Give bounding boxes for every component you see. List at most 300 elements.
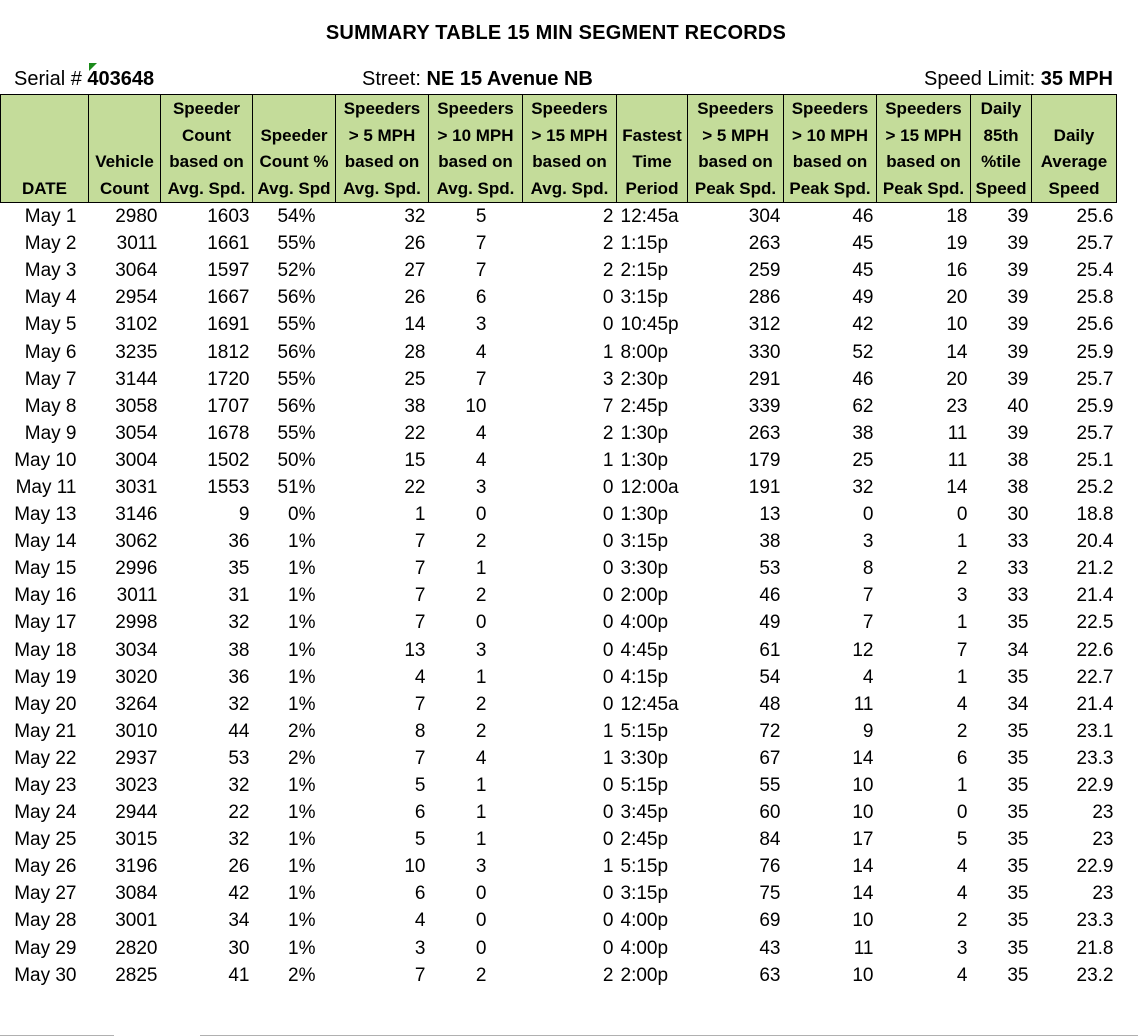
cell-speeders-10-avg[interactable]: 4 [475,747,487,769]
cell-vehicle-count[interactable]: 3146 [115,504,158,526]
cell-speeders-5-peak[interactable]: 13 [759,504,781,526]
cell-speeders-5-peak[interactable]: 191 [748,476,781,498]
cell-speeder-count-avg[interactable]: 32 [228,829,250,851]
cell-speeders-15-avg[interactable]: 2 [602,233,614,255]
cell-speeders-10-peak[interactable]: 45 [852,260,874,282]
cell-speeders-10-peak[interactable]: 10 [852,775,874,797]
cell-vehicle-count[interactable]: 2820 [115,937,158,959]
cell-fastest-time[interactable]: 3:15p [620,287,669,309]
cell-speeders-15-peak[interactable]: 1 [956,531,968,553]
cell-vehicle-count[interactable]: 2998 [115,612,158,634]
cell-fastest-time[interactable]: 10:45p [620,314,679,336]
cell-speeders-10-peak[interactable]: 3 [862,531,874,553]
cell-speeder-pct-avg[interactable]: 51% [277,476,316,498]
cell-daily-85th[interactable]: 39 [1007,341,1029,363]
cell-speeders-10-avg[interactable]: 7 [475,233,487,255]
cell-speeders-15-avg[interactable]: 0 [602,612,614,634]
cell-speeder-count-avg[interactable]: 1678 [207,422,250,444]
cell-fastest-time[interactable]: 2:30p [620,368,669,390]
cell-date[interactable]: May 23 [14,775,77,797]
cell-speeder-pct-avg[interactable]: 50% [277,449,316,471]
cell-vehicle-count[interactable]: 3031 [115,476,158,498]
cell-speeders-10-peak[interactable]: 14 [852,856,874,878]
cell-vehicle-count[interactable]: 3020 [115,666,158,688]
cell-speeders-5-avg[interactable]: 22 [404,476,426,498]
cell-speeders-10-avg[interactable]: 1 [475,558,487,580]
cell-speeders-15-avg[interactable]: 1 [602,449,614,471]
cell-vehicle-count[interactable]: 3023 [115,775,158,797]
cell-fastest-time[interactable]: 4:00p [620,937,669,959]
cell-date[interactable]: May 19 [14,666,77,688]
cell-date[interactable]: May 16 [14,585,77,607]
cell-speeders-5-avg[interactable]: 6 [414,883,426,905]
cell-date[interactable]: May 9 [24,422,77,444]
cell-fastest-time[interactable]: 4:45p [620,639,669,661]
cell-speeder-pct-avg[interactable]: 56% [277,341,316,363]
cell-speeder-count-avg[interactable]: 32 [228,775,250,797]
cell-daily-average[interactable]: 22.9 [1076,856,1114,878]
cell-speeder-pct-avg[interactable]: 1% [288,937,316,959]
cell-speeders-10-peak[interactable]: 7 [862,612,874,634]
column-header-date[interactable] [1,95,89,203]
cell-fastest-time[interactable]: 1:30p [620,449,669,471]
cell-speeders-15-avg[interactable]: 0 [602,883,614,905]
column-header-speeders-15-avg[interactable] [523,95,617,203]
cell-fastest-time[interactable]: 5:15p [620,856,669,878]
cell-fastest-time[interactable]: 3:15p [620,883,669,905]
cell-speeders-15-peak[interactable]: 19 [946,233,968,255]
cell-speeders-15-peak[interactable]: 3 [956,937,968,959]
cell-speeders-5-peak[interactable]: 43 [759,937,781,959]
cell-speeders-10-avg[interactable]: 0 [475,612,487,634]
cell-date[interactable]: May 18 [14,639,77,661]
cell-speeders-10-avg[interactable]: 1 [475,802,487,824]
cell-date[interactable]: May 13 [14,504,77,526]
cell-speeders-5-peak[interactable]: 179 [748,449,781,471]
cell-speeders-15-avg[interactable]: 0 [602,937,614,959]
cell-speeders-15-peak[interactable]: 11 [947,422,968,444]
cell-vehicle-count[interactable]: 2944 [115,802,158,824]
cell-speeder-count-avg[interactable]: 42 [228,883,250,905]
cell-speeders-10-peak[interactable]: 11 [853,693,874,715]
cell-speeder-count-avg[interactable]: 36 [228,531,250,553]
cell-speeders-5-avg[interactable]: 7 [414,612,426,634]
cell-date[interactable]: May 4 [24,287,77,309]
cell-speeders-5-peak[interactable]: 263 [748,422,781,444]
cell-speeders-5-peak[interactable]: 46 [759,585,781,607]
cell-speeders-15-avg[interactable]: 1 [602,747,614,769]
cell-speeders-5-peak[interactable]: 330 [748,341,781,363]
cell-speeders-5-avg[interactable]: 1 [414,504,426,526]
cell-speeder-count-avg[interactable]: 9 [238,504,250,526]
cell-speeder-count-avg[interactable]: 22 [228,802,250,824]
cell-date[interactable]: May 25 [14,829,77,851]
cell-daily-average[interactable]: 22.5 [1076,612,1114,634]
cell-daily-average[interactable]: 20.4 [1076,531,1114,553]
cell-daily-average[interactable]: 23.2 [1076,964,1114,986]
cell-speeders-5-avg[interactable]: 6 [414,802,426,824]
cell-speeders-15-peak[interactable]: 6 [956,747,968,769]
cell-vehicle-count[interactable]: 2980 [115,206,158,228]
cell-speeder-pct-avg[interactable]: 56% [277,395,316,417]
cell-vehicle-count[interactable]: 3084 [115,883,158,905]
cell-daily-average[interactable]: 25.7 [1076,368,1114,390]
cell-speeders-15-avg[interactable]: 0 [602,287,614,309]
cell-date[interactable]: May 11 [15,476,77,498]
cell-speeder-count-avg[interactable]: 26 [228,856,250,878]
cell-daily-average[interactable]: 23.3 [1076,747,1114,769]
cell-speeders-10-peak[interactable]: 8 [862,558,874,580]
cell-vehicle-count[interactable]: 3034 [115,639,158,661]
cell-speeders-5-avg[interactable]: 22 [404,422,426,444]
cell-vehicle-count[interactable]: 3102 [115,314,158,336]
cell-speeders-5-avg[interactable]: 7 [414,585,426,607]
cell-daily-85th[interactable]: 39 [1007,233,1029,255]
cell-speeders-5-peak[interactable]: 291 [748,368,781,390]
cell-speeders-10-avg[interactable]: 0 [475,937,487,959]
cell-speeders-15-avg[interactable]: 2 [602,422,614,444]
cell-speeders-5-avg[interactable]: 10 [404,856,426,878]
cell-speeders-15-avg[interactable]: 0 [602,666,614,688]
cell-speeders-5-avg[interactable]: 8 [414,720,426,742]
column-header-speeders-10-avg[interactable] [429,95,523,203]
cell-speeder-count-avg[interactable]: 34 [228,910,250,932]
cell-speeders-10-peak[interactable]: 38 [852,422,874,444]
cell-speeders-10-avg[interactable]: 1 [475,829,487,851]
cell-fastest-time[interactable]: 3:30p [620,558,669,580]
cell-speeders-15-peak[interactable]: 5 [956,829,968,851]
cell-speeders-15-peak[interactable]: 1 [956,612,968,634]
cell-speeders-5-peak[interactable]: 84 [759,829,781,851]
cell-fastest-time[interactable]: 4:00p [620,910,669,932]
cell-speeders-5-avg[interactable]: 28 [404,341,426,363]
cell-vehicle-count[interactable]: 3058 [115,395,158,417]
cell-speeders-10-peak[interactable]: 32 [852,476,874,498]
cell-daily-average[interactable]: 25.7 [1076,422,1114,444]
cell-vehicle-count[interactable]: 3004 [115,449,158,471]
cell-speeder-count-avg[interactable]: 32 [228,612,250,634]
serial-value[interactable]: 403648 [87,68,155,90]
cell-speeders-5-avg[interactable]: 13 [404,639,426,661]
cell-fastest-time[interactable]: 4:15p [620,666,669,688]
cell-speeders-5-peak[interactable]: 63 [759,964,781,986]
cell-speeders-5-avg[interactable]: 14 [404,314,426,336]
cell-speeders-15-avg[interactable]: 7 [602,395,614,417]
cell-date[interactable]: May 22 [14,747,77,769]
cell-speeders-15-peak[interactable]: 4 [956,883,968,905]
cell-speeders-10-avg[interactable]: 3 [475,314,487,336]
cell-vehicle-count[interactable]: 3196 [115,856,158,878]
cell-speeders-15-peak[interactable]: 3 [956,585,968,607]
cell-fastest-time[interactable]: 5:15p [620,720,669,742]
cell-speeders-10-avg[interactable]: 2 [475,964,487,986]
cell-speeders-15-peak[interactable]: 14 [946,341,968,363]
cell-speeder-count-avg[interactable]: 36 [228,666,250,688]
cell-date[interactable]: May 5 [24,314,77,336]
cell-speeders-10-peak[interactable]: 25 [852,449,874,471]
cell-speeders-15-peak[interactable]: 20 [946,368,968,390]
cell-speeders-15-avg[interactable]: 0 [602,910,614,932]
cell-speeders-10-avg[interactable]: 4 [475,449,487,471]
cell-fastest-time[interactable]: 2:00p [620,585,669,607]
cell-date[interactable]: May 17 [14,612,77,634]
cell-speeders-10-peak[interactable]: 45 [852,233,874,255]
cell-speeders-10-peak[interactable]: 42 [852,314,874,336]
cell-speeders-5-avg[interactable]: 7 [414,747,426,769]
cell-speeders-15-peak[interactable]: 2 [956,910,968,932]
cell-speeders-5-peak[interactable]: 259 [748,260,781,282]
cell-speeders-5-avg[interactable]: 27 [404,260,426,282]
cell-date[interactable]: May 29 [14,937,77,959]
cell-daily-average[interactable]: 25.1 [1076,449,1114,471]
cell-speeder-pct-avg[interactable]: 55% [277,422,316,444]
cell-speeders-5-peak[interactable]: 53 [759,558,781,580]
cell-speeders-10-avg[interactable]: 2 [475,531,487,553]
cell-daily-85th[interactable]: 40 [1007,395,1029,417]
cell-speeder-count-avg[interactable]: 1502 [207,449,250,471]
cell-speeders-10-avg[interactable]: 2 [475,693,487,715]
cell-speeder-pct-avg[interactable]: 0% [288,504,316,526]
cell-speeders-10-avg[interactable]: 4 [475,422,487,444]
cell-daily-average[interactable]: 23 [1092,829,1114,851]
cell-date[interactable]: May 30 [14,964,77,986]
cell-fastest-time[interactable]: 3:15p [620,531,669,553]
cell-speeders-15-avg[interactable]: 0 [602,775,614,797]
cell-speeders-10-avg[interactable]: 3 [475,639,487,661]
cell-speeders-10-peak[interactable]: 4 [862,666,874,688]
cell-speeder-pct-avg[interactable]: 1% [288,775,316,797]
cell-speeders-5-avg[interactable]: 5 [414,775,426,797]
cell-date[interactable]: May 14 [14,531,77,553]
cell-date[interactable]: May 3 [24,260,77,282]
cell-fastest-time[interactable]: 12:45a [620,693,679,715]
cell-daily-85th[interactable]: 35 [1007,666,1029,688]
cell-speeders-15-peak[interactable]: 1 [956,666,968,688]
cell-speeders-5-peak[interactable]: 304 [748,206,781,228]
cell-speeders-10-peak[interactable]: 52 [852,341,874,363]
cell-vehicle-count[interactable]: 3144 [115,368,158,390]
cell-speeders-5-avg[interactable]: 7 [414,693,426,715]
cell-speeder-pct-avg[interactable]: 1% [288,639,316,661]
cell-speeders-5-peak[interactable]: 61 [759,639,781,661]
cell-daily-85th[interactable]: 33 [1007,558,1029,580]
cell-speeders-5-avg[interactable]: 25 [404,368,426,390]
cell-daily-85th[interactable]: 35 [1007,747,1029,769]
cell-daily-average[interactable]: 21.4 [1076,585,1114,607]
cell-daily-85th[interactable]: 35 [1007,775,1029,797]
cell-speeders-10-peak[interactable]: 9 [862,720,874,742]
column-header-fastest-time[interactable] [617,95,688,203]
cell-daily-average[interactable]: 23 [1092,883,1114,905]
cell-speeder-pct-avg[interactable]: 1% [288,856,316,878]
cell-speeder-count-avg[interactable]: 53 [228,747,250,769]
cell-speeders-15-avg[interactable]: 2 [602,260,614,282]
cell-speeders-10-peak[interactable]: 10 [852,802,874,824]
cell-speeders-15-peak[interactable]: 14 [946,476,968,498]
cell-speeders-15-avg[interactable]: 0 [602,558,614,580]
cell-daily-85th[interactable]: 39 [1007,368,1029,390]
cell-speeders-5-avg[interactable]: 7 [414,558,426,580]
column-header-daily-average[interactable] [1032,95,1117,203]
cell-daily-85th[interactable]: 35 [1007,829,1029,851]
cell-speeders-15-peak[interactable]: 2 [956,720,968,742]
cell-speeder-pct-avg[interactable]: 1% [288,666,316,688]
cell-date[interactable]: May 24 [14,802,77,824]
cell-speeders-15-avg[interactable]: 1 [602,341,614,363]
cell-daily-average[interactable]: 21.4 [1076,693,1114,715]
cell-speeders-5-peak[interactable]: 55 [759,775,781,797]
cell-speeder-pct-avg[interactable]: 55% [277,314,316,336]
cell-speeder-count-avg[interactable]: 1691 [207,314,250,336]
cell-date[interactable]: May 8 [24,395,77,417]
speed-limit-value[interactable]: 35 MPH [1040,68,1113,90]
cell-date[interactable]: May 21 [14,720,77,742]
cell-vehicle-count[interactable]: 3011 [116,233,158,255]
cell-date[interactable]: May 15 [14,558,77,580]
cell-speeders-5-peak[interactable]: 263 [748,233,781,255]
cell-speeders-10-avg[interactable]: 4 [475,341,487,363]
cell-speeders-10-peak[interactable]: 10 [852,964,874,986]
cell-date[interactable]: May 20 [14,693,77,715]
cell-speeders-10-peak[interactable]: 46 [852,368,874,390]
cell-speeders-10-peak[interactable]: 14 [852,747,874,769]
cell-speeders-10-avg[interactable]: 1 [475,666,487,688]
cell-speeders-15-avg[interactable]: 0 [602,585,614,607]
cell-daily-average[interactable]: 23 [1092,802,1114,824]
cell-speeder-pct-avg[interactable]: 1% [288,585,316,607]
street-value[interactable]: NE 15 Avenue NB [426,68,593,90]
cell-speeders-5-peak[interactable]: 339 [748,395,781,417]
cell-speeders-10-avg[interactable]: 3 [475,856,487,878]
cell-speeder-count-avg[interactable]: 1661 [207,233,250,255]
cell-speeders-15-avg[interactable]: 0 [602,314,614,336]
cell-daily-85th[interactable]: 38 [1007,449,1029,471]
cell-speeders-15-peak[interactable]: 2 [956,558,968,580]
cell-speeder-pct-avg[interactable]: 55% [277,368,316,390]
cell-speeder-count-avg[interactable]: 1553 [207,476,250,498]
cell-speeder-pct-avg[interactable]: 2% [288,720,316,742]
cell-daily-85th[interactable]: 34 [1007,639,1029,661]
cell-speeders-10-peak[interactable]: 7 [862,585,874,607]
cell-speeders-10-peak[interactable]: 49 [852,287,874,309]
cell-daily-85th[interactable]: 39 [1007,287,1029,309]
cell-speeders-10-avg[interactable]: 2 [475,585,487,607]
cell-speeders-10-avg[interactable]: 1 [475,775,487,797]
cell-speeders-15-peak[interactable]: 16 [946,260,968,282]
cell-speeder-count-avg[interactable]: 31 [228,585,250,607]
cell-speeder-pct-avg[interactable]: 1% [288,883,316,905]
cell-date[interactable]: May 26 [14,856,77,878]
cell-speeder-count-avg[interactable]: 1707 [207,395,250,417]
cell-speeders-10-peak[interactable]: 46 [852,206,874,228]
column-header-speeders-10-peak[interactable] [784,95,877,203]
cell-speeders-5-peak[interactable]: 72 [759,720,781,742]
cell-speeders-10-avg[interactable]: 7 [475,260,487,282]
cell-speeders-15-avg[interactable]: 0 [602,829,614,851]
cell-daily-average[interactable]: 25.6 [1076,206,1114,228]
cell-daily-85th[interactable]: 35 [1007,720,1029,742]
cell-speeders-15-avg[interactable]: 2 [602,206,614,228]
cell-speeders-10-avg[interactable]: 0 [475,504,487,526]
cell-speeder-pct-avg[interactable]: 1% [288,612,316,634]
cell-daily-85th[interactable]: 33 [1007,531,1029,553]
cell-speeders-10-peak[interactable]: 10 [852,910,874,932]
cell-speeder-pct-avg[interactable]: 1% [288,693,316,715]
cell-speeder-count-avg[interactable]: 38 [228,639,250,661]
cell-speeders-15-peak[interactable]: 4 [956,964,968,986]
cell-daily-85th[interactable]: 39 [1007,206,1029,228]
column-header-vehicle-count[interactable] [89,95,161,203]
cell-date[interactable]: May 6 [24,341,77,363]
cell-speeders-5-peak[interactable]: 76 [759,856,781,878]
cell-vehicle-count[interactable]: 3264 [115,693,158,715]
cell-fastest-time[interactable]: 2:15p [620,260,669,282]
cell-daily-average[interactable]: 25.9 [1076,341,1114,363]
cell-daily-average[interactable]: 21.2 [1076,558,1114,580]
column-header-speeders-15-peak[interactable] [877,95,971,203]
cell-daily-average[interactable]: 22.6 [1076,639,1114,661]
cell-speeder-count-avg[interactable]: 1603 [207,206,250,228]
cell-speeders-15-peak[interactable]: 10 [946,314,968,336]
cell-date[interactable]: May 7 [24,368,77,390]
cell-vehicle-count[interactable]: 2996 [115,558,158,580]
cell-daily-85th[interactable]: 35 [1007,802,1029,824]
cell-date[interactable]: May 10 [14,449,77,471]
cell-fastest-time[interactable]: 4:00p [620,612,669,634]
cell-speeders-5-peak[interactable]: 38 [759,531,781,553]
cell-daily-average[interactable]: 23.3 [1076,910,1114,932]
cell-speeders-10-avg[interactable]: 0 [475,910,487,932]
cell-speeders-5-peak[interactable]: 286 [748,287,781,309]
cell-vehicle-count[interactable]: 3064 [115,260,158,282]
cell-speeders-15-peak[interactable]: 18 [946,206,968,228]
cell-vehicle-count[interactable]: 2954 [115,287,158,309]
cell-speeders-10-avg[interactable]: 5 [475,206,487,228]
cell-speeders-15-peak[interactable]: 11 [947,449,968,471]
cell-vehicle-count[interactable]: 3001 [115,910,158,932]
cell-speeders-10-peak[interactable]: 14 [852,883,874,905]
cell-speeders-15-avg[interactable]: 1 [602,720,614,742]
cell-speeder-count-avg[interactable]: 30 [228,937,250,959]
cell-date[interactable]: May 2 [24,233,77,255]
cell-speeders-5-peak[interactable]: 48 [759,693,781,715]
cell-vehicle-count[interactable]: 3062 [115,531,158,553]
column-header-speeder-pct-avg[interactable] [253,95,336,203]
cell-speeders-5-peak[interactable]: 49 [759,612,781,634]
cell-speeders-15-peak[interactable]: 4 [956,693,968,715]
cell-speeders-10-avg[interactable]: 10 [465,395,487,417]
cell-speeders-5-avg[interactable]: 26 [404,233,426,255]
cell-fastest-time[interactable]: 2:00p [620,964,669,986]
cell-fastest-time[interactable]: 1:30p [620,504,669,526]
cell-fastest-time[interactable]: 2:45p [620,395,669,417]
cell-speeder-pct-avg[interactable]: 54% [277,206,316,228]
cell-speeder-pct-avg[interactable]: 2% [288,747,316,769]
cell-speeders-15-avg[interactable]: 0 [602,639,614,661]
cell-daily-85th[interactable]: 35 [1007,883,1029,905]
cell-speeders-15-avg[interactable]: 2 [602,964,614,986]
cell-speeder-pct-avg[interactable]: 1% [288,558,316,580]
cell-daily-85th[interactable]: 35 [1007,964,1029,986]
cell-vehicle-count[interactable]: 3011 [116,585,158,607]
cell-date[interactable]: May 1 [24,206,77,228]
cell-speeders-5-peak[interactable]: 67 [759,747,781,769]
cell-speeders-10-avg[interactable]: 3 [475,476,487,498]
cell-speeders-10-avg[interactable]: 2 [475,720,487,742]
cell-daily-85th[interactable]: 35 [1007,612,1029,634]
cell-speeder-count-avg[interactable]: 35 [228,558,250,580]
cell-speeder-pct-avg[interactable]: 1% [288,829,316,851]
